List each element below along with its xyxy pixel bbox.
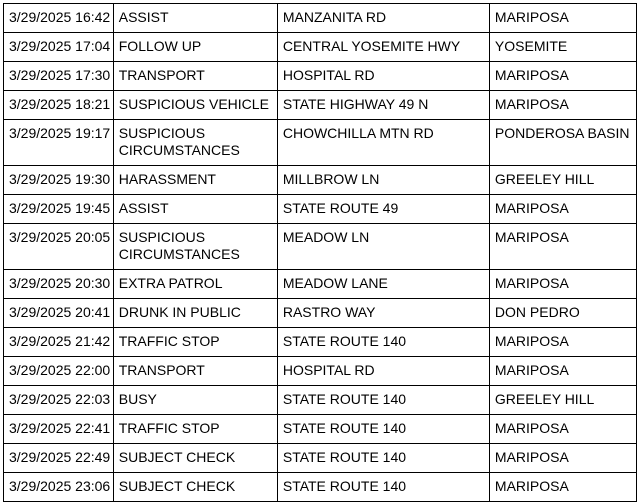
location-cell: STATE ROUTE 140: [277, 444, 489, 473]
table-row: [4, 357, 637, 386]
call-type-cell: SUBJECT CHECK: [113, 473, 277, 502]
area-cell: MARIPOSA: [489, 91, 636, 120]
table-row: [4, 120, 637, 166]
location-cell: CHOWCHILLA MTN RD: [277, 120, 489, 166]
table-row: [4, 224, 637, 270]
datetime-cell: 3/29/2025 20:05: [4, 224, 114, 270]
table-row: [4, 415, 637, 444]
table-row: [4, 4, 637, 33]
call-type-cell: SUSPICIOUS VEHICLE: [113, 91, 277, 120]
table-row: [4, 328, 637, 357]
datetime-cell: 3/29/2025 21:42: [4, 328, 114, 357]
datetime-cell: 3/29/2025 22:41: [4, 415, 114, 444]
datetime-cell: 3/29/2025 19:30: [4, 166, 114, 195]
call-type-cell: BUSY: [113, 386, 277, 415]
location-cell: MEADOW LN: [277, 224, 489, 270]
area-cell: MARIPOSA: [489, 473, 636, 502]
area-cell: YOSEMITE: [489, 33, 636, 62]
datetime-cell: 3/29/2025 18:21: [4, 91, 114, 120]
table-row: [4, 33, 637, 62]
call-type-cell: DRUNK IN PUBLIC: [113, 299, 277, 328]
area-cell: MARIPOSA: [489, 415, 636, 444]
table-row: [4, 195, 637, 224]
area-cell: MARIPOSA: [489, 224, 636, 270]
area-cell: PONDEROSA BASIN: [489, 120, 636, 166]
call-type-cell: HARASSMENT: [113, 166, 277, 195]
location-cell: MEADOW LANE: [277, 270, 489, 299]
datetime-cell: 3/29/2025 22:49: [4, 444, 114, 473]
table-row: [4, 91, 637, 120]
datetime-cell: 3/29/2025 20:30: [4, 270, 114, 299]
datetime-cell: 3/29/2025 19:17: [4, 120, 114, 166]
datetime-cell: 3/29/2025 19:45: [4, 195, 114, 224]
location-cell: HOSPITAL RD: [277, 62, 489, 91]
area-cell: MARIPOSA: [489, 195, 636, 224]
location-cell: STATE HIGHWAY 49 N: [277, 91, 489, 120]
area-cell: MARIPOSA: [489, 4, 636, 33]
area-cell: MARIPOSA: [489, 328, 636, 357]
table-row: [4, 270, 637, 299]
call-type-cell: EXTRA PATROL: [113, 270, 277, 299]
call-type-cell: SUSPICIOUS CIRCUMSTANCES: [113, 120, 277, 166]
area-cell: MARIPOSA: [489, 357, 636, 386]
call-type-cell: ASSIST: [113, 195, 277, 224]
area-cell: MARIPOSA: [489, 270, 636, 299]
datetime-cell: 3/29/2025 17:30: [4, 62, 114, 91]
location-cell: MANZANITA RD: [277, 4, 489, 33]
table-row: [4, 444, 637, 473]
datetime-cell: 3/29/2025 16:42: [4, 4, 114, 33]
table-row: [4, 166, 637, 195]
location-cell: STATE ROUTE 140: [277, 473, 489, 502]
area-cell: GREELEY HILL: [489, 386, 636, 415]
datetime-cell: 3/29/2025 22:00: [4, 357, 114, 386]
location-cell: MILLBROW LN: [277, 166, 489, 195]
location-cell: CENTRAL YOSEMITE HWY: [277, 33, 489, 62]
location-cell: RASTRO WAY: [277, 299, 489, 328]
datetime-cell: 3/29/2025 23:06: [4, 473, 114, 502]
call-type-cell: TRANSPORT: [113, 62, 277, 91]
call-type-cell: ASSIST: [113, 4, 277, 33]
location-cell: STATE ROUTE 140: [277, 386, 489, 415]
call-type-cell: TRAFFIC STOP: [113, 415, 277, 444]
area-cell: GREELEY HILL: [489, 166, 636, 195]
datetime-cell: 3/29/2025 17:04: [4, 33, 114, 62]
incident-log-body: [4, 4, 637, 502]
incident-log-table: [3, 3, 637, 502]
location-cell: STATE ROUTE 49: [277, 195, 489, 224]
area-cell: DON PEDRO: [489, 299, 636, 328]
call-type-cell: TRAFFIC STOP: [113, 328, 277, 357]
location-cell: STATE ROUTE 140: [277, 415, 489, 444]
call-type-cell: SUSPICIOUS CIRCUMSTANCES: [113, 224, 277, 270]
location-cell: STATE ROUTE 140: [277, 328, 489, 357]
table-row: [4, 473, 637, 502]
call-type-cell: SUBJECT CHECK: [113, 444, 277, 473]
area-cell: MARIPOSA: [489, 62, 636, 91]
call-type-cell: TRANSPORT: [113, 357, 277, 386]
location-cell: HOSPITAL RD: [277, 357, 489, 386]
area-cell: MARIPOSA: [489, 444, 636, 473]
call-type-cell: FOLLOW UP: [113, 33, 277, 62]
table-row: [4, 299, 637, 328]
datetime-cell: 3/29/2025 22:03: [4, 386, 114, 415]
table-row: [4, 62, 637, 91]
datetime-cell: 3/29/2025 20:41: [4, 299, 114, 328]
table-row: [4, 386, 637, 415]
